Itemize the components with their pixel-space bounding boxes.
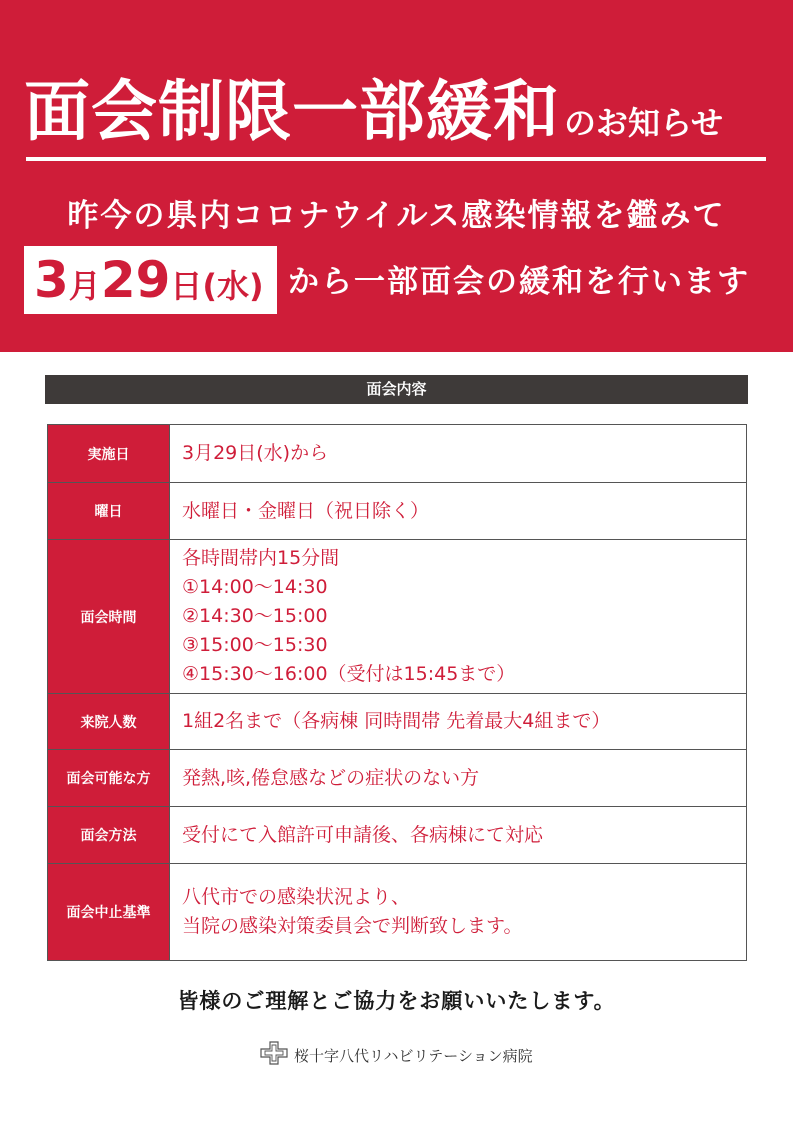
title-main: 面会制限一部緩和 xyxy=(24,73,560,150)
row-label: 実施日 xyxy=(48,425,170,483)
table-row xyxy=(48,750,747,807)
row-value xyxy=(170,750,747,807)
cross-logo-icon xyxy=(260,1041,288,1069)
table-row xyxy=(48,483,747,540)
table-row xyxy=(48,864,747,961)
date-suffix: から一部面会の緩和を行います xyxy=(288,264,750,300)
row-label: 面会中止基準 xyxy=(48,864,170,961)
table-row xyxy=(48,425,747,483)
table-row xyxy=(48,807,747,864)
value-line: 八代市での感染状況より、 xyxy=(182,886,411,908)
table-row xyxy=(48,540,747,694)
row-value xyxy=(170,425,747,483)
hospital-footer xyxy=(260,1042,533,1068)
row-label: 面会時間 xyxy=(48,540,170,694)
row-label: 曜日 xyxy=(48,483,170,540)
hospital-name: 桜十字八代リハビリテーション病院 xyxy=(294,1046,533,1065)
value-line: 1組2名まで（各病棟 同時間帯 先着最大4組まで） xyxy=(182,710,611,732)
value-line: 発熱,咳,倦怠感などの症状のない方 xyxy=(182,766,480,789)
value-line: 各時間帯内15分間 xyxy=(182,547,340,569)
value-line: 3月29日(水)から xyxy=(182,442,329,464)
title-sub: のお知らせ xyxy=(564,104,724,142)
row-label: 面会方法 xyxy=(48,807,170,864)
date-day-char: 日 xyxy=(170,267,203,305)
value-line: 当院の感染対策委員会で判断致します。 xyxy=(182,915,523,937)
section-title: 面会内容 xyxy=(45,375,748,404)
visit-info-table xyxy=(47,424,747,961)
header-banner xyxy=(0,0,793,352)
row-label: 来院人数 xyxy=(48,694,170,750)
value-line: ③15:00〜15:30 xyxy=(182,634,328,656)
value-line: 受付にて入館許可申請後、各病棟にて対応 xyxy=(182,823,544,846)
row-value xyxy=(170,540,747,694)
value-line: ②14:30〜15:00 xyxy=(182,605,328,627)
date-weekday: (水) xyxy=(202,267,264,305)
divider xyxy=(26,157,766,161)
closing-message: 皆様のご理解とご協力をお願いいたします。 xyxy=(177,989,616,1013)
value-line: ④15:30〜16:00（受付は15:45まで） xyxy=(182,663,516,685)
date-month-num: 3 xyxy=(34,251,69,309)
table-row xyxy=(48,694,747,750)
subline: 昨今の県内コロナウイルス感染情報を鑑みて xyxy=(67,198,726,234)
date-month-char: 月 xyxy=(68,267,101,305)
date-day-num: 29 xyxy=(100,251,171,309)
row-value xyxy=(170,864,747,961)
row-label: 面会可能な方 xyxy=(48,750,170,807)
title xyxy=(24,58,723,153)
value-line: ①14:00〜14:30 xyxy=(182,576,328,598)
row-value xyxy=(170,807,747,864)
date-box xyxy=(24,246,277,314)
row-value xyxy=(170,483,747,540)
value-line: 水曜日・金曜日（祝日除く） xyxy=(182,499,430,522)
row-value xyxy=(170,694,747,750)
